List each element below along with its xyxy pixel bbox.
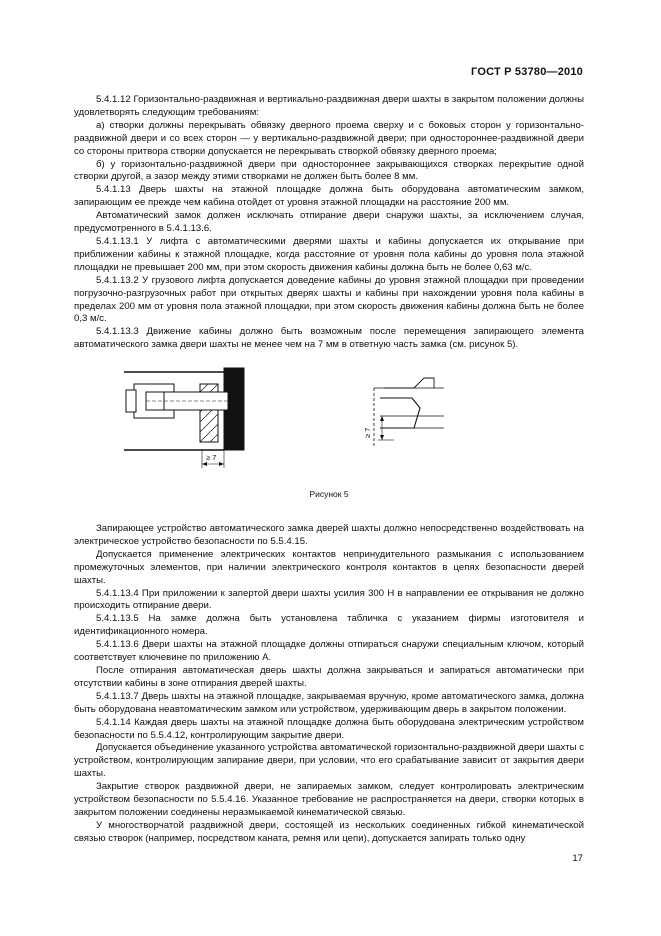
document-header: ГОСТ Р 53780—2010	[471, 66, 583, 78]
figure-5	[74, 358, 584, 484]
dim-label-right: ≥ 7	[363, 427, 372, 439]
paragraph: 5.4.1.13.6 Двери шахты на этажной площадке должны отпираться снаружи специальным ключом, который соответствует ключевине по приложению А.	[74, 639, 584, 664]
paragraph: После отпирания автоматическая дверь шахты должна закрываться и запираться автоматически при отсутствии кабины в зоне отпирания дверей шахты.	[74, 665, 584, 689]
dim-label-left: ≥ 7	[206, 453, 217, 463]
paragraph: 5.4.1.14 Каждая дверь шахты на этажной площадке должна быть оборудована электрическим устройством безопасности по 5.5.4.12, контролирующим закрытие двери.	[74, 716, 584, 741]
paragraph: б) у горизонтально-раздвижной двери при одностороннее закрывающихся створках перекрытие одной створки другой, а зазор между этими створками не должен быть более 8 мм.	[74, 158, 584, 183]
paragraph: Закрытие створок раздвижной двери, не запираемых замком, следует контролировать электрическим устройством безопасности по 5.5.4.16. Указанное требование не распространяется на двери, створки которых в закрытом положении соединены неразмыкаемой кинематической связью.	[74, 781, 584, 818]
paragraph: 5.4.1.13.1 У лифта с автоматическими дверями шахты и кабины допускается их открывание при приближении кабины к этажной площадке, когда расстояние от уровня пола кабины до уровня пола этажной площадки не превышает 200 мм, при этом скорость движения кабины должна быть не более 0,63 м/с.	[74, 235, 584, 273]
paragraph: 5.4.1.13.7 Дверь шахты на этажной площадке, закрываемая вручную, кроме автоматического замка, должна быть оборудована неавтоматическим замком или устройством, удерживающим дверь в закрытом положении.	[74, 690, 584, 715]
left-lock-drawing	[124, 368, 244, 468]
paragraph: 5.4.1.12 Горизонтально-раздвижная и вертикально-раздвижная двери шахты в закрытом положении должны удовлетворять следующим требованиям:	[74, 94, 584, 118]
paragraph: У многостворчатой раздвижной двери, состоящей из нескольких соединенных гибкой кинематической связью створок (например, посредством каната, ремня или цепи), допускается запирать только одну	[74, 819, 584, 844]
paragraph: 5.4.1.13 Дверь шахты на этажной площадке должна быть оборудована автоматическим замком, запирающим ее прежде чем кабина отойдет от уровня этажной площадки на расстояние 200 мм.	[74, 184, 584, 209]
paragraph: Автоматический замок должен исключать отпирание двери снаружи шахты, за исключением случая, предусмотренного в 5.4.1.13.6.	[74, 210, 584, 235]
figure-caption: Рисунок 5	[309, 489, 349, 500]
page-content	[74, 94, 584, 846]
lock-diagram	[74, 358, 584, 484]
paragraph: 5.4.1.13.3 Движение кабины должно быть возможным после перемещения запирающего элемента автоматического замка двери шахты не менее чем на 7 мм в ответную часть замка (см. рисунок 5).	[74, 326, 584, 351]
paragraph: 5.4.1.13.4 При приложении к запертой двери шахты усилия 300 Н в направлении ее открывания не должно происходить отпирание двери.	[74, 587, 584, 612]
paragraph: 5.4.1.13.2 У грузового лифта допускается доведение кабины до уровня этажной площадки при проведении погрузочно-разгрузочных работ при открытых дверях шахты и кабины при нахождении уровня пола кабины в пределах 200 мм от уровня пола этажной площадки, при этом скорость движения кабины должна быть не более 0,3 м/с.	[74, 274, 584, 325]
page-number: 17	[572, 853, 583, 864]
paragraph: а) створки должны перекрывать обвязку дверного проема сверху и с боковых сторон у горизонтально-раздвижной двери и со всех сторон — у вертикально-раздвижной двери; при одностороннее-раздвижной двери со стороны притвора створки допускается не перекрывать створкой обвязку дверного проема;	[74, 119, 584, 157]
paragraph: Допускается объединение указанного устройства автоматической горизонтально-раздвижной двери шахты с устройством, контролирующим запирание двери, при условии, что его срабатывание зависит от закрытия двери шахты.	[74, 742, 584, 780]
right-lock-drawing	[374, 378, 444, 448]
paragraph: 5.4.1.13.5 На замке должна быть установлена табличка с указанием фирмы изготовителя и идентификационного номера.	[74, 613, 584, 638]
paragraph: Запирающее устройство автоматического замка дверей шахты должно непосредственно воздействовать на электрическое устройство безопасности по 5.5.4.15.	[74, 523, 584, 547]
paragraph: Допускается применение электрических контактов непринудительного размыкания с использованием промежуточных элементов, при наличии электрического контроля контактов в цепях безопасности дверей шахты.	[74, 548, 584, 586]
